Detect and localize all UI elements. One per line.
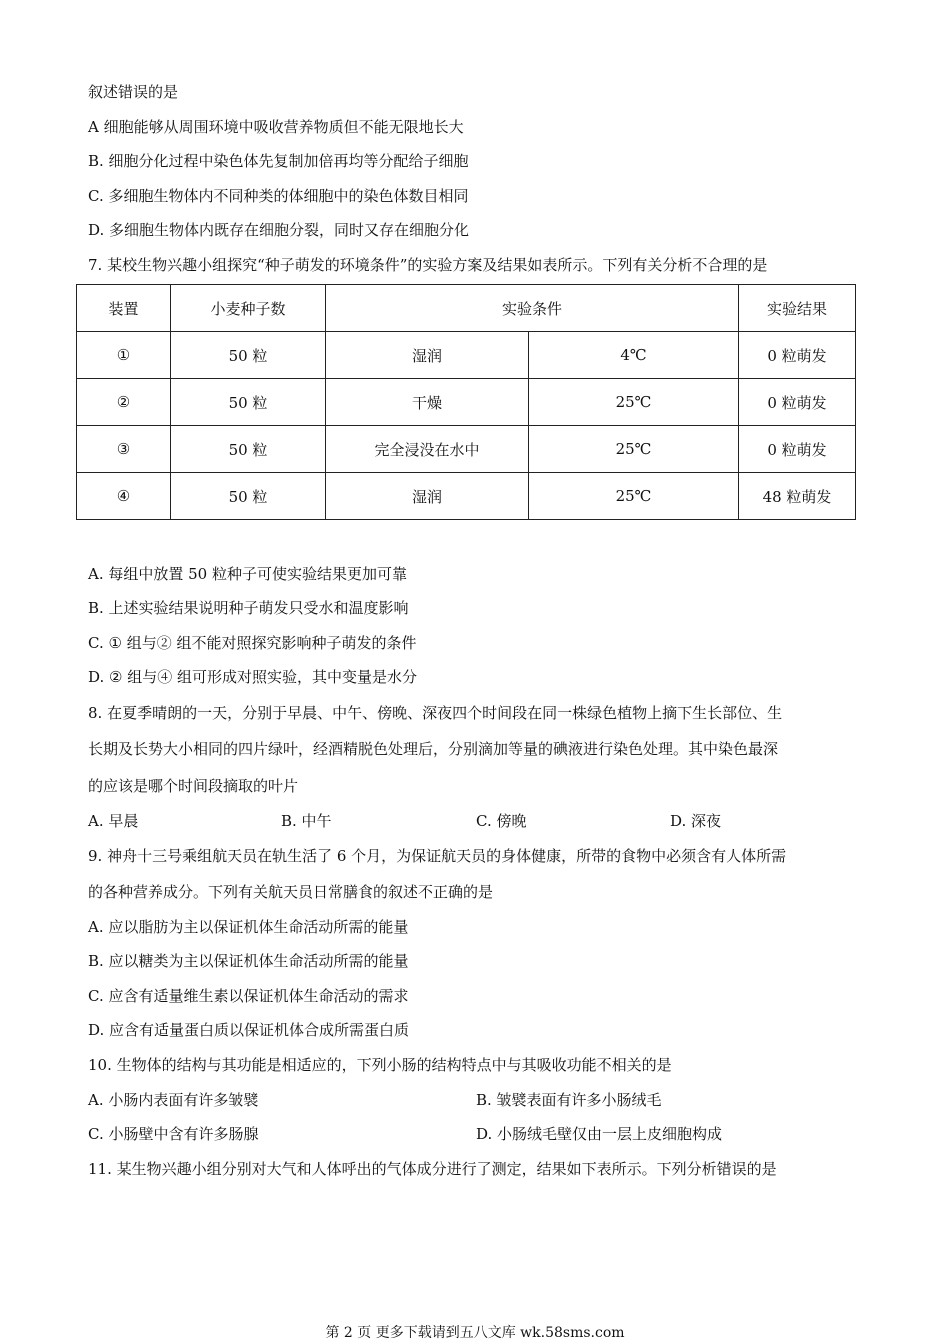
cell-moisture: 湿润 bbox=[326, 332, 529, 379]
q10-option-c: C. 小肠壁中含有许多肠腺 bbox=[88, 1125, 259, 1143]
table-row bbox=[77, 332, 856, 379]
cell-moisture: 干燥 bbox=[326, 379, 529, 426]
q7-option-c: C. ① 组与② 组不能对照探究影响种子萌发的条件 bbox=[88, 634, 417, 652]
cell-result: 0 粒萌发 bbox=[739, 332, 856, 379]
table-row bbox=[77, 379, 856, 426]
header-device: 装置 bbox=[77, 285, 171, 332]
q9-stem-line-2: 的各种营养成分。下列有关航天员日常膳食的叙述不正确的是 bbox=[88, 883, 494, 901]
q11-stem: 11. 某生物兴趣小组分别对大气和人体呼出的气体成分进行了测定，结果如下表所示。下列分析错误的是 bbox=[88, 1160, 777, 1178]
q6-option-b: B. 细胞分化过程中染色体先复制加倍再均等分配给子细胞 bbox=[88, 152, 469, 170]
q7-stem: 7. 某校生物兴趣小组探究“种子萌发的环境条件”的实验方案及结果如表所示。下列有关分析不合理的是 bbox=[88, 256, 768, 274]
cell-seed-count: 50 粒 bbox=[171, 332, 326, 379]
cell-temperature: 25℃ bbox=[529, 473, 739, 520]
q9-stem-line-1: 9. 神舟十三号乘组航天员在轨生活了 6 个月，为保证航天员的身体健康，所带的食物中必须含有人体所需 bbox=[88, 847, 787, 865]
q6-option-d: D. 多细胞生物体内既存在细胞分裂，同时又存在细胞分化 bbox=[88, 221, 470, 239]
header-result: 实验结果 bbox=[739, 285, 856, 332]
table-header-row bbox=[77, 285, 856, 332]
experiment-table bbox=[76, 284, 856, 520]
cell-device: ② bbox=[77, 379, 171, 426]
cell-device: ① bbox=[77, 332, 171, 379]
cell-temperature: 25℃ bbox=[529, 426, 739, 473]
cell-temperature: 25℃ bbox=[529, 379, 739, 426]
q7-option-a: A. 每组中放置 50 粒种子可使实验结果更加可靠 bbox=[88, 565, 407, 583]
q9-option-a: A. 应以脂肪为主以保证机体生命活动所需的能量 bbox=[88, 918, 409, 936]
q8-stem-line-3: 的应该是哪个时间段摘取的叶片 bbox=[88, 777, 299, 795]
cell-temperature: 4℃ bbox=[529, 332, 739, 379]
q6-option-c: C. 多细胞生物体内不同种类的体细胞中的染色体数目相同 bbox=[88, 187, 469, 205]
q8-option-d: D. 深夜 bbox=[670, 812, 722, 830]
q8-stem-line-1: 8. 在夏季晴朗的一天，分别于早晨、中午、傍晚、深夜四个时间段在同一株绿色植物上摘下生长部位、生 bbox=[88, 704, 783, 722]
q10-option-a: A. 小肠内表面有许多皱襞 bbox=[88, 1091, 259, 1109]
q8-option-b: B. 中午 bbox=[281, 812, 332, 830]
q10-stem: 10. 生物体的结构与其功能是相适应的，下列小肠的结构特点中与其吸收功能不相关的是 bbox=[88, 1056, 672, 1074]
header-seed-count: 小麦种子数 bbox=[171, 285, 326, 332]
page-footer: 第 2 页 更多下载请到五八文库 wk.58sms.com bbox=[325, 1325, 625, 1341]
cell-device: ③ bbox=[77, 426, 171, 473]
q10-option-b: B. 皱襞表面有许多小肠绒毛 bbox=[476, 1091, 662, 1109]
q6-stem-tail: 叙述错误的是 bbox=[88, 83, 179, 101]
cell-device: ④ bbox=[77, 473, 171, 520]
q8-option-a: A. 早晨 bbox=[88, 812, 139, 830]
header-condition: 实验条件 bbox=[326, 285, 739, 332]
cell-seed-count: 50 粒 bbox=[171, 379, 326, 426]
cell-result: 0 粒萌发 bbox=[739, 379, 856, 426]
q7-option-d: D. ② 组与④ 组可形成对照实验，其中变量是水分 bbox=[88, 668, 418, 686]
cell-moisture: 湿润 bbox=[326, 473, 529, 520]
q8-option-c: C. 傍晚 bbox=[476, 812, 527, 830]
q6-option-a: A 细胞能够从周围环境中吸收营养物质但不能无限地长大 bbox=[88, 118, 464, 136]
q9-option-d: D. 应含有适量蛋白质以保证机体合成所需蛋白质 bbox=[88, 1021, 410, 1039]
table-row bbox=[77, 426, 856, 473]
cell-result: 0 粒萌发 bbox=[739, 426, 856, 473]
cell-seed-count: 50 粒 bbox=[171, 473, 326, 520]
q9-option-b: B. 应以糖类为主以保证机体生命活动所需的能量 bbox=[88, 952, 409, 970]
q7-option-b: B. 上述实验结果说明种子萌发只受水和温度影响 bbox=[88, 599, 409, 617]
q10-option-d: D. 小肠绒毛壁仅由一层上皮细胞构成 bbox=[476, 1125, 723, 1143]
q9-option-c: C. 应含有适量维生素以保证机体生命活动的需求 bbox=[88, 987, 409, 1005]
cell-seed-count: 50 粒 bbox=[171, 426, 326, 473]
cell-result: 48 粒萌发 bbox=[739, 473, 856, 520]
cell-moisture: 完全浸没在水中 bbox=[326, 426, 529, 473]
q8-stem-line-2: 长期及长势大小相同的四片绿叶，经酒精脱色处理后，分别滴加等量的碘液进行染色处理。其中染色最深 bbox=[88, 740, 779, 758]
table-row bbox=[77, 473, 856, 520]
